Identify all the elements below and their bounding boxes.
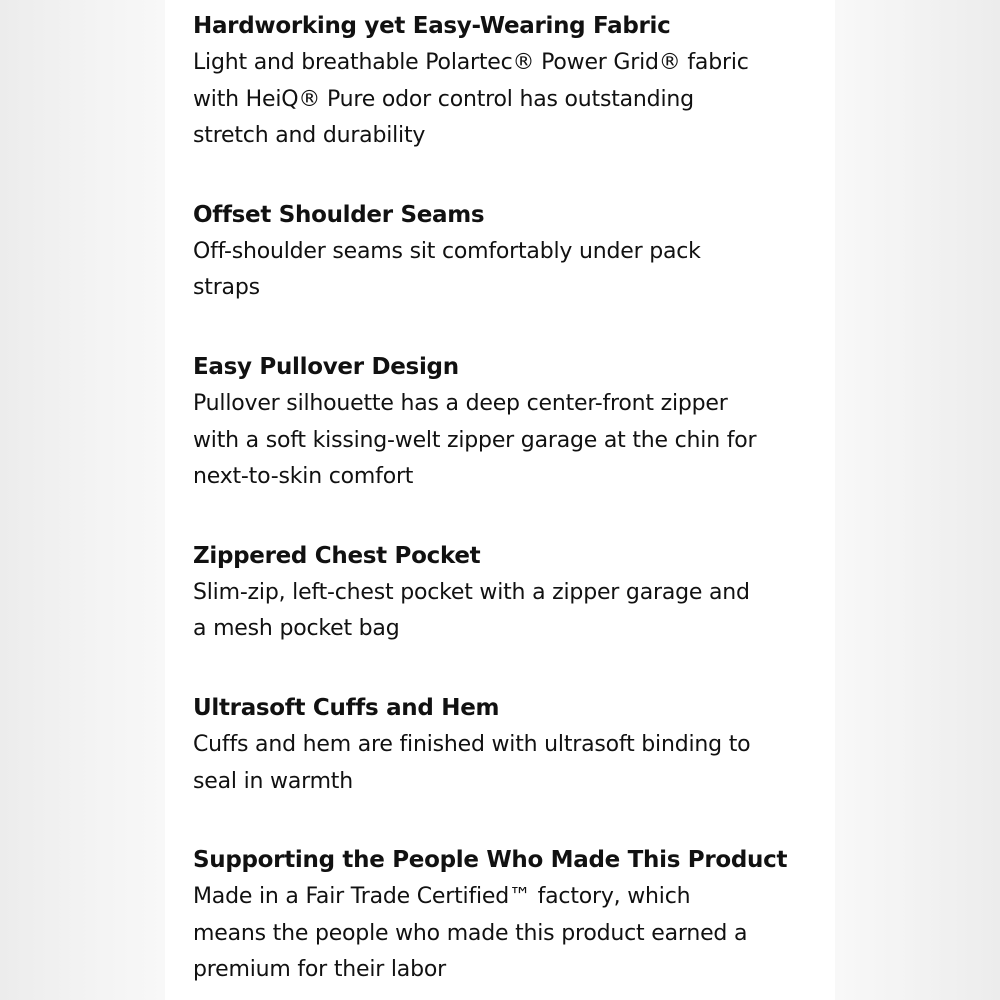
feature-cuffs-hem <box>193 690 793 800</box>
feature-desc-line: Off-shoulder seams sit comfortably under pack <box>193 238 701 264</box>
feature-title: Easy Pullover Design <box>193 353 459 380</box>
feature-list <box>193 8 793 989</box>
feature-desc-line: with HeiQ® Pure odor control has outstanding <box>193 86 694 112</box>
spacer <box>193 307 793 349</box>
feature-panel <box>165 0 835 1000</box>
feature-desc-line: Light and breathable Polartec® Power Grid® fabric <box>193 50 749 75</box>
feature-desc-line: Slim-zip, left-chest pocket with a zipper garage and <box>193 579 750 605</box>
feature-fair-trade <box>193 842 793 989</box>
spacer <box>193 648 793 690</box>
feature-desc-line: stretch and durability <box>193 123 426 149</box>
spacer <box>193 496 793 538</box>
feature-desc-line: Made in a Fair Trade Certified™ factory, which <box>193 884 691 910</box>
spacer <box>193 155 793 197</box>
feature-desc-line: seal in warmth <box>193 768 353 794</box>
feature-desc-line: a mesh pocket bag <box>193 616 400 642</box>
feature-desc-line: Cuffs and hem are finished with ultrasoft binding to <box>193 731 751 757</box>
feature-desc-line: with a soft kissing-welt zipper garage at the chin for <box>193 427 757 453</box>
feature-desc-line: means the people who made this product earned a <box>193 920 748 946</box>
feature-desc-line: premium for their labor <box>193 957 446 983</box>
feature-title: Ultrasoft Cuffs and Hem <box>193 694 500 721</box>
feature-fabric <box>193 8 793 155</box>
feature-desc-line: straps <box>193 275 260 301</box>
spacer <box>193 800 793 842</box>
feature-desc-line: next-to-skin comfort <box>193 464 414 490</box>
feature-shoulder-seams <box>193 197 793 307</box>
feature-title: Offset Shoulder Seams <box>193 201 485 228</box>
feature-desc-line: Pullover silhouette has a deep center-front zipper <box>193 390 728 416</box>
feature-chest-pocket <box>193 538 793 648</box>
feature-pullover <box>193 349 793 496</box>
feature-title: Zippered Chest Pocket <box>193 542 481 569</box>
feature-title: Supporting the People Who Made This Product <box>193 847 788 874</box>
feature-title: Hardworking yet Easy-Wearing Fabric <box>193 13 671 39</box>
